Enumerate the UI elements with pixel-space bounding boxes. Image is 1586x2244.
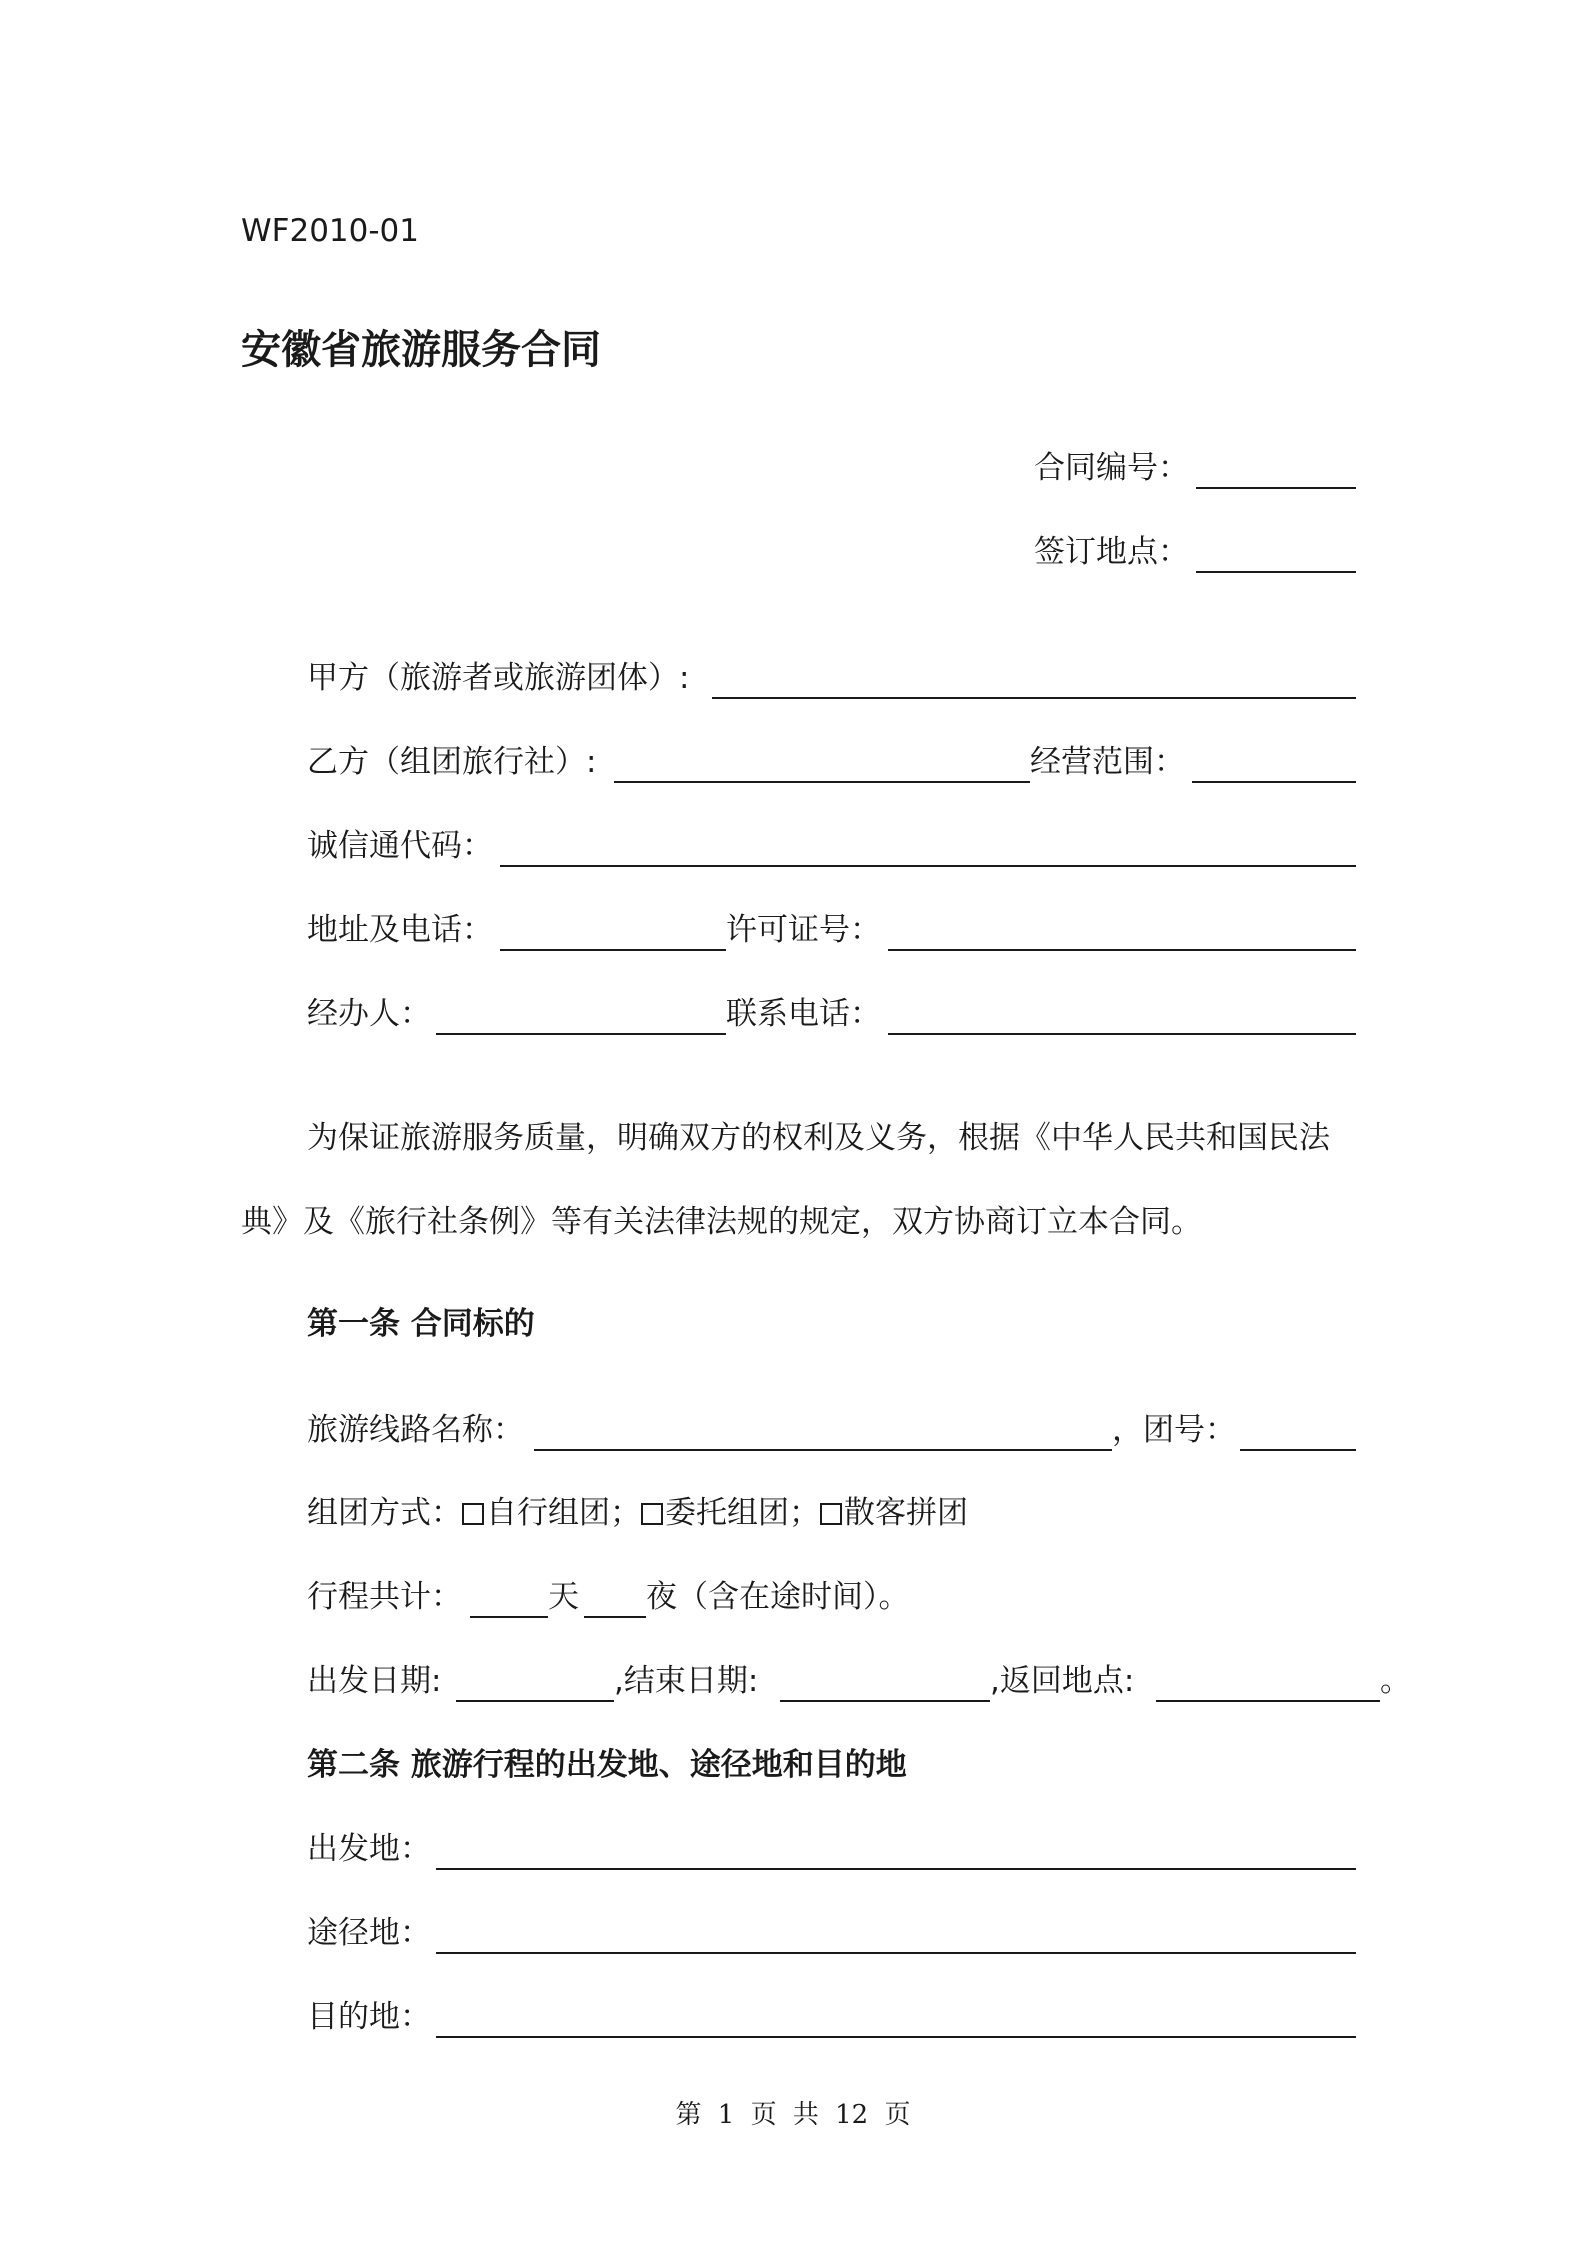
party-a-label: 甲方（旅游者或旅游团体）:	[307, 660, 690, 696]
depart-date-field[interactable]	[456, 1700, 614, 1702]
destination-label: 目的地：	[307, 1999, 431, 2035]
option-entrusted[interactable]: 委托组团；	[641, 1495, 820, 1531]
depart-date-label: 出发日期:	[307, 1663, 442, 1699]
destination-field[interactable]	[436, 2036, 1356, 2038]
checkbox-individual-pooled[interactable]	[820, 1503, 842, 1525]
departure-field[interactable]	[436, 1868, 1356, 1870]
page-footer: 第 1 页 共 12 页	[675, 2100, 911, 2130]
intro-line-1: 为保证旅游服务质量，明确双方的权利及义务，根据《中华人民共和国民法	[307, 1120, 1330, 1156]
checkbox-entrusted[interactable]	[641, 1503, 663, 1525]
end-date-field[interactable]	[780, 1700, 990, 1702]
contract-no-field[interactable]	[1196, 487, 1356, 489]
credit-code-label: 诚信通代码：	[307, 828, 493, 864]
end-mark: 。	[1380, 1663, 1411, 1699]
via-label: 途径地：	[307, 1915, 431, 1951]
nights-field[interactable]	[584, 1616, 646, 1618]
group-no-field[interactable]	[1240, 1449, 1356, 1451]
party-b-label: 乙方（组团旅行社）:	[307, 744, 597, 780]
nights-label: 夜（含在途时间）。	[646, 1579, 910, 1615]
end-date-label: ,结束日期:	[614, 1663, 759, 1699]
party-a-field[interactable]	[712, 697, 1356, 699]
sign-place-label: 签订地点：	[1034, 534, 1189, 570]
option-self-organized[interactable]: 自行组团；	[462, 1495, 641, 1531]
business-scope-label: 经营范围：	[1030, 744, 1185, 780]
address-phone-label: 地址及电话：	[307, 912, 493, 948]
contact-phone-label: 联系电话：	[726, 996, 881, 1032]
document-code: WF2010-01	[241, 213, 420, 249]
return-place-field[interactable]	[1156, 1700, 1380, 1702]
checkbox-self-organized[interactable]	[462, 1503, 484, 1525]
credit-code-field[interactable]	[500, 865, 1356, 867]
article-1-heading: 第一条 合同标的	[307, 1306, 535, 1342]
days-field[interactable]	[470, 1616, 548, 1618]
option-individual-pooled[interactable]: 散客拼团	[820, 1495, 968, 1531]
group-mode-row	[307, 1493, 968, 1533]
via-field[interactable]	[436, 1952, 1356, 1954]
contact-phone-field[interactable]	[888, 1033, 1356, 1035]
handler-label: 经办人：	[307, 996, 431, 1032]
license-no-field[interactable]	[888, 949, 1356, 951]
handler-field[interactable]	[436, 1033, 726, 1035]
route-name-field[interactable]	[534, 1449, 1112, 1451]
route-name-label: 旅游线路名称：	[307, 1412, 524, 1448]
intro-line-2: 典》及《旅行社条例》等有关法律法规的规定，双方协商订立本合同。	[241, 1204, 1202, 1240]
departure-label: 出发地：	[307, 1831, 431, 1867]
itinerary-label: 行程共计：	[307, 1579, 462, 1615]
party-b-field[interactable]	[614, 781, 1030, 783]
document-title: 安徽省旅游服务合同	[241, 327, 601, 373]
article-2-heading: 第二条 旅游行程的出发地、途径地和目的地	[307, 1747, 907, 1783]
sign-place-field[interactable]	[1196, 571, 1356, 573]
return-place-label: ,返回地点:	[990, 1663, 1135, 1699]
license-no-label: 许可证号：	[726, 912, 881, 948]
days-label: 天	[548, 1579, 579, 1615]
address-phone-field[interactable]	[500, 949, 726, 951]
group-no-label: ，团号：	[1112, 1412, 1236, 1448]
group-mode-label: 组团方式：	[307, 1495, 462, 1531]
contract-no-label: 合同编号：	[1034, 450, 1189, 486]
business-scope-field[interactable]	[1192, 781, 1356, 783]
